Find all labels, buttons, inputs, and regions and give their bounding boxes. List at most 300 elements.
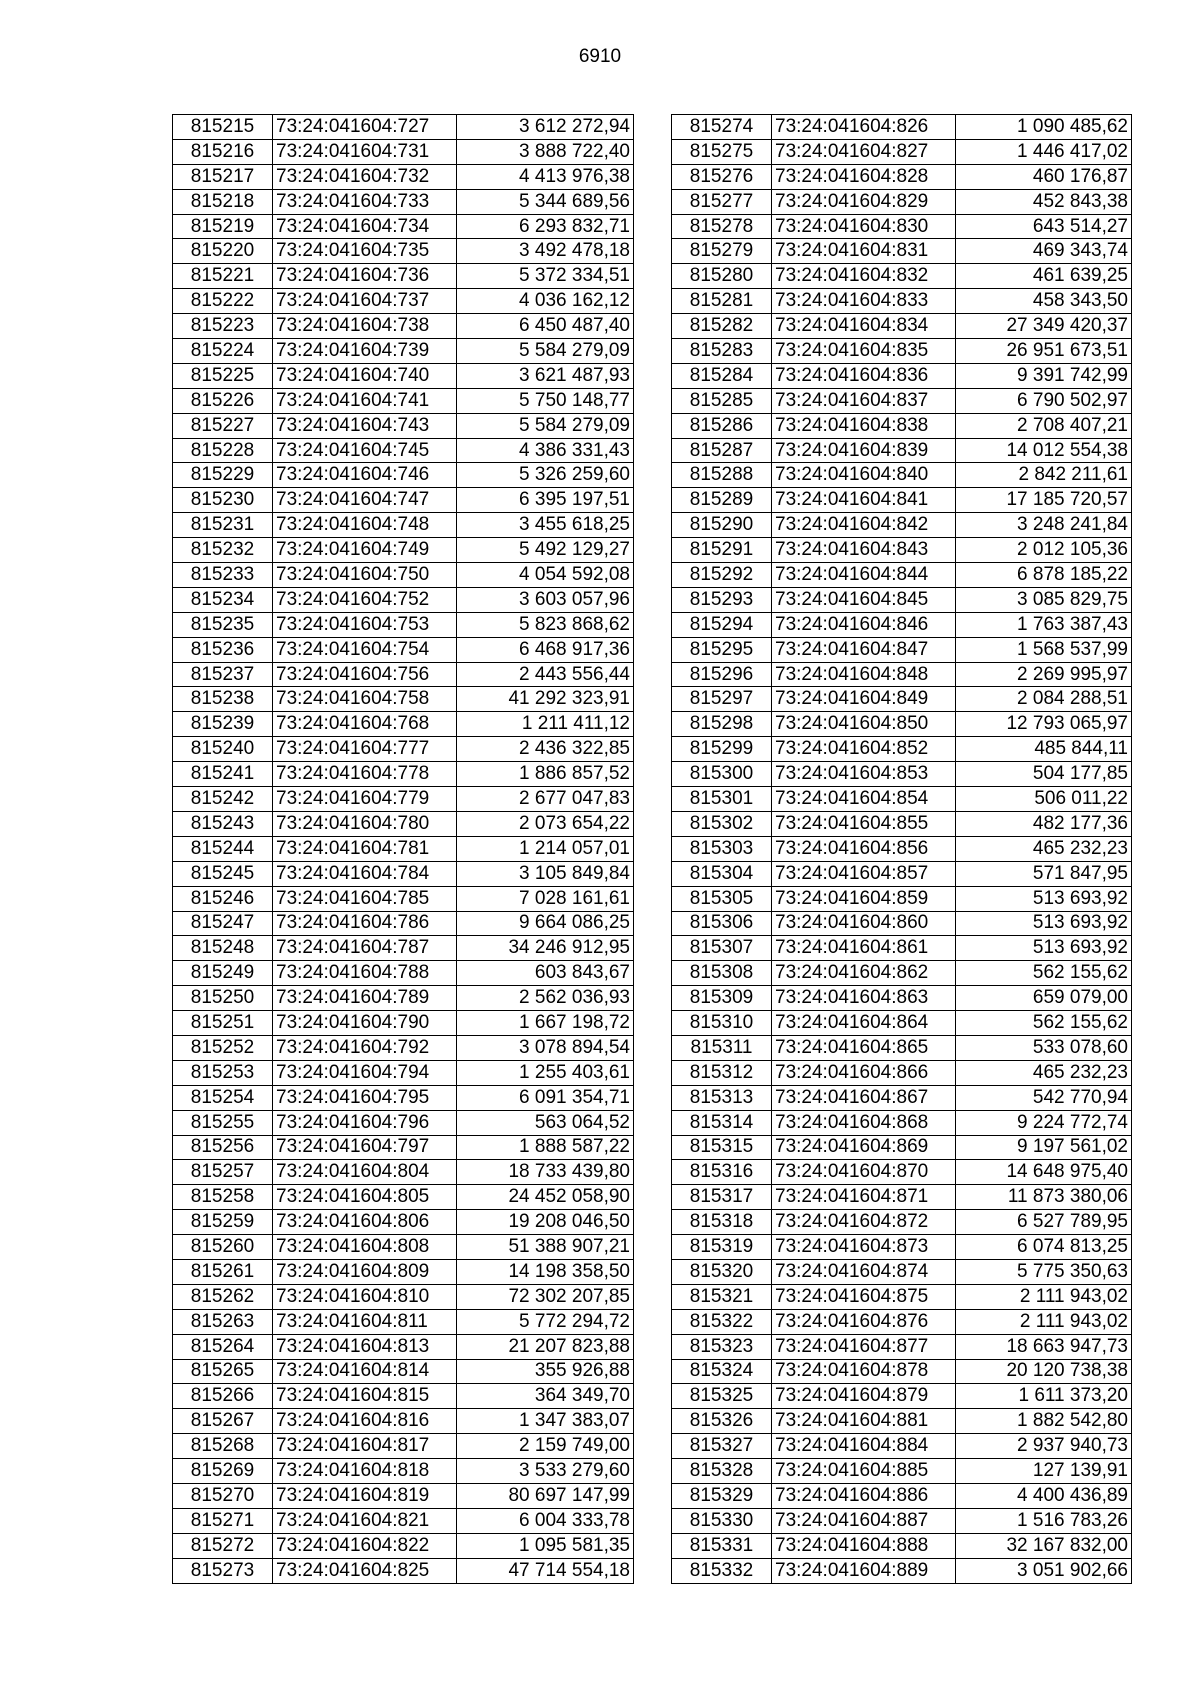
cadastral-number-cell: 73:24:041604:815 [273, 1384, 457, 1409]
table-row [173, 1210, 634, 1235]
table-row [173, 314, 634, 339]
cadastral-number-cell: 73:24:041604:811 [273, 1309, 457, 1334]
row-number-cell: 815317 [672, 1185, 772, 1210]
row-number-cell: 815288 [672, 463, 772, 488]
row-number-cell: 815245 [173, 861, 273, 886]
cadastral-number-cell: 73:24:041604:889 [772, 1558, 956, 1583]
value-cell: 2 012 105,36 [956, 538, 1132, 563]
row-number-cell: 815249 [173, 961, 273, 986]
cadastral-number-cell: 73:24:041604:779 [273, 787, 457, 812]
cadastral-number-cell: 73:24:041604:816 [273, 1409, 457, 1434]
table-row [173, 1085, 634, 1110]
cadastral-table-left [172, 114, 634, 1584]
cadastral-number-cell: 73:24:041604:752 [273, 587, 457, 612]
table-row [173, 861, 634, 886]
cadastral-number-cell: 73:24:041604:854 [772, 787, 956, 812]
row-number-cell: 815296 [672, 662, 772, 687]
cadastral-number-cell: 73:24:041604:831 [772, 239, 956, 264]
value-cell: 6 091 354,71 [457, 1085, 634, 1110]
cadastral-number-cell: 73:24:041604:852 [772, 737, 956, 762]
cadastral-number-cell: 73:24:041604:743 [273, 413, 457, 438]
value-cell: 1 886 857,52 [457, 762, 634, 787]
value-cell: 11 873 380,06 [956, 1185, 1132, 1210]
table-row [672, 737, 1132, 762]
value-cell: 4 036 162,12 [457, 289, 634, 314]
value-cell: 7 028 161,61 [457, 886, 634, 911]
value-cell: 3 051 902,66 [956, 1558, 1132, 1583]
row-number-cell: 815259 [173, 1210, 273, 1235]
table-row [173, 1434, 634, 1459]
cadastral-number-cell: 73:24:041604:862 [772, 961, 956, 986]
row-number-cell: 815319 [672, 1235, 772, 1260]
table-row [672, 1533, 1132, 1558]
table-row [173, 787, 634, 812]
cadastral-number-cell: 73:24:041604:834 [772, 314, 956, 339]
table-row [173, 612, 634, 637]
cadastral-number-cell: 73:24:041604:833 [772, 289, 956, 314]
table-row [173, 413, 634, 438]
value-cell: 1 255 403,61 [457, 1060, 634, 1085]
table-row [672, 1459, 1132, 1484]
cadastral-number-cell: 73:24:041604:832 [772, 264, 956, 289]
row-number-cell: 815326 [672, 1409, 772, 1434]
row-number-cell: 815251 [173, 1011, 273, 1036]
value-cell: 5 750 148,77 [457, 388, 634, 413]
row-number-cell: 815294 [672, 612, 772, 637]
cadastral-number-cell: 73:24:041604:778 [273, 762, 457, 787]
table-row [173, 139, 634, 164]
row-number-cell: 815269 [173, 1459, 273, 1484]
row-number-cell: 815237 [173, 662, 273, 687]
cadastral-number-cell: 73:24:041604:787 [273, 936, 457, 961]
cadastral-number-cell: 73:24:041604:737 [273, 289, 457, 314]
table-row [173, 1359, 634, 1384]
row-number-cell: 815283 [672, 339, 772, 364]
cadastral-number-cell: 73:24:041604:828 [772, 164, 956, 189]
table-row [173, 762, 634, 787]
table-row [173, 463, 634, 488]
table-row [672, 1558, 1132, 1583]
cadastral-number-cell: 73:24:041604:758 [273, 687, 457, 712]
value-cell: 26 951 673,51 [956, 339, 1132, 364]
value-cell: 460 176,87 [956, 164, 1132, 189]
row-number-cell: 815315 [672, 1135, 772, 1160]
value-cell: 458 343,50 [956, 289, 1132, 314]
cadastral-number-cell: 73:24:041604:871 [772, 1185, 956, 1210]
cadastral-number-cell: 73:24:041604:856 [772, 836, 956, 861]
value-cell: 6 450 487,40 [457, 314, 634, 339]
value-cell: 506 011,22 [956, 787, 1132, 812]
cadastral-number-cell: 73:24:041604:835 [772, 339, 956, 364]
value-cell: 465 232,23 [956, 836, 1132, 861]
cadastral-number-cell: 73:24:041604:857 [772, 861, 956, 886]
cadastral-number-cell: 73:24:041604:756 [273, 662, 457, 687]
row-number-cell: 815299 [672, 737, 772, 762]
row-number-cell: 815287 [672, 438, 772, 463]
table-row [672, 1185, 1132, 1210]
value-cell: 9 391 742,99 [956, 363, 1132, 388]
value-cell: 5 372 334,51 [457, 264, 634, 289]
cadastral-number-cell: 73:24:041604:848 [772, 662, 956, 687]
table-row [173, 836, 634, 861]
value-cell: 2 708 407,21 [956, 413, 1132, 438]
row-number-cell: 815261 [173, 1259, 273, 1284]
value-cell: 14 648 975,40 [956, 1160, 1132, 1185]
table-row [173, 1235, 634, 1260]
value-cell: 21 207 823,88 [457, 1334, 634, 1359]
cadastral-number-cell: 73:24:041604:870 [772, 1160, 956, 1185]
row-number-cell: 815327 [672, 1434, 772, 1459]
table-row [672, 463, 1132, 488]
table-row [672, 1434, 1132, 1459]
value-cell: 5 823 868,62 [457, 612, 634, 637]
cadastral-number-cell: 73:24:041604:796 [273, 1110, 457, 1135]
cadastral-number-cell: 73:24:041604:888 [772, 1533, 956, 1558]
row-number-cell: 815310 [672, 1011, 772, 1036]
row-number-cell: 815302 [672, 811, 772, 836]
table-row [672, 339, 1132, 364]
value-cell: 9 197 561,02 [956, 1135, 1132, 1160]
table-row [173, 1384, 634, 1409]
row-number-cell: 815328 [672, 1459, 772, 1484]
value-cell: 18 663 947,73 [956, 1334, 1132, 1359]
table-row [672, 936, 1132, 961]
value-cell: 1 211 411,12 [457, 712, 634, 737]
row-number-cell: 815226 [173, 388, 273, 413]
cadastral-number-cell: 73:24:041604:873 [772, 1235, 956, 1260]
table-row [672, 1235, 1132, 1260]
cadastral-number-cell: 73:24:041604:814 [273, 1359, 457, 1384]
value-cell: 3 492 478,18 [457, 239, 634, 264]
table-row [672, 538, 1132, 563]
cadastral-number-cell: 73:24:041604:739 [273, 339, 457, 364]
value-cell: 2 111 943,02 [956, 1309, 1132, 1334]
cadastral-number-cell: 73:24:041604:754 [273, 637, 457, 662]
value-cell: 603 843,67 [457, 961, 634, 986]
cadastral-number-cell: 73:24:041604:732 [273, 164, 457, 189]
row-number-cell: 815217 [173, 164, 273, 189]
table-row [672, 886, 1132, 911]
cadastral-number-cell: 73:24:041604:792 [273, 1035, 457, 1060]
table-row [672, 513, 1132, 538]
value-cell: 3 085 829,75 [956, 587, 1132, 612]
table-row [173, 1110, 634, 1135]
table-row [173, 986, 634, 1011]
cadastral-number-cell: 73:24:041604:876 [772, 1309, 956, 1334]
table-row [672, 986, 1132, 1011]
cadastral-number-cell: 73:24:041604:809 [273, 1259, 457, 1284]
value-cell: 5 584 279,09 [457, 413, 634, 438]
value-cell: 1 347 383,07 [457, 1409, 634, 1434]
cadastral-number-cell: 73:24:041604:788 [273, 961, 457, 986]
table-row [672, 1110, 1132, 1135]
table-row [672, 1160, 1132, 1185]
table-row [173, 115, 634, 140]
row-number-cell: 815231 [173, 513, 273, 538]
cadastral-number-cell: 73:24:041604:808 [273, 1235, 457, 1260]
row-number-cell: 815215 [173, 115, 273, 140]
table-row [672, 1011, 1132, 1036]
cadastral-number-cell: 73:24:041604:867 [772, 1085, 956, 1110]
table-row [173, 1259, 634, 1284]
cadastral-number-cell: 73:24:041604:735 [273, 239, 457, 264]
row-number-cell: 815225 [173, 363, 273, 388]
value-cell: 461 639,25 [956, 264, 1132, 289]
value-cell: 6 527 789,95 [956, 1210, 1132, 1235]
row-number-cell: 815290 [672, 513, 772, 538]
cadastral-number-cell: 73:24:041604:884 [772, 1434, 956, 1459]
row-number-cell: 815250 [173, 986, 273, 1011]
cadastral-number-cell: 73:24:041604:878 [772, 1359, 956, 1384]
cadastral-number-cell: 73:24:041604:731 [273, 139, 457, 164]
cadastral-number-cell: 73:24:041604:837 [772, 388, 956, 413]
table-row [173, 662, 634, 687]
table-row [173, 911, 634, 936]
row-number-cell: 815276 [672, 164, 772, 189]
table-row [173, 538, 634, 563]
cadastral-number-cell: 73:24:041604:881 [772, 1409, 956, 1434]
value-cell: 5 775 350,63 [956, 1259, 1132, 1284]
table-row [173, 1135, 634, 1160]
cadastral-number-cell: 73:24:041604:875 [772, 1284, 956, 1309]
cadastral-number-cell: 73:24:041604:741 [273, 388, 457, 413]
row-number-cell: 815313 [672, 1085, 772, 1110]
row-number-cell: 815272 [173, 1533, 273, 1558]
value-cell: 2 677 047,83 [457, 787, 634, 812]
value-cell: 14 198 358,50 [457, 1259, 634, 1284]
row-number-cell: 815295 [672, 637, 772, 662]
value-cell: 20 120 738,38 [956, 1359, 1132, 1384]
table-row [173, 1011, 634, 1036]
cadastral-number-cell: 73:24:041604:850 [772, 712, 956, 737]
cadastral-number-cell: 73:24:041604:750 [273, 563, 457, 588]
value-cell: 1 611 373,20 [956, 1384, 1132, 1409]
value-cell: 51 388 907,21 [457, 1235, 634, 1260]
row-number-cell: 815300 [672, 762, 772, 787]
value-cell: 452 843,38 [956, 189, 1132, 214]
row-number-cell: 815242 [173, 787, 273, 812]
table-row [173, 936, 634, 961]
value-cell: 6 293 832,71 [457, 214, 634, 239]
table-row [672, 139, 1132, 164]
cadastral-number-cell: 73:24:041604:846 [772, 612, 956, 637]
row-number-cell: 815274 [672, 115, 772, 140]
table-row [173, 687, 634, 712]
row-number-cell: 815228 [173, 438, 273, 463]
value-cell: 504 177,85 [956, 762, 1132, 787]
value-cell: 47 714 554,18 [457, 1558, 634, 1583]
table-row [672, 1483, 1132, 1508]
row-number-cell: 815278 [672, 214, 772, 239]
table-row [672, 1409, 1132, 1434]
table-row [672, 1508, 1132, 1533]
value-cell: 2 937 940,73 [956, 1434, 1132, 1459]
row-number-cell: 815233 [173, 563, 273, 588]
row-number-cell: 815224 [173, 339, 273, 364]
table-row [173, 264, 634, 289]
table-row [173, 1284, 634, 1309]
value-cell: 3 888 722,40 [457, 139, 634, 164]
cadastral-number-cell: 73:24:041604:855 [772, 811, 956, 836]
row-number-cell: 815289 [672, 488, 772, 513]
cadastral-number-cell: 73:24:041604:733 [273, 189, 457, 214]
value-cell: 5 326 259,60 [457, 463, 634, 488]
value-cell: 2 436 322,85 [457, 737, 634, 762]
table-row [173, 1508, 634, 1533]
value-cell: 513 693,92 [956, 936, 1132, 961]
row-number-cell: 815305 [672, 886, 772, 911]
cadastral-number-cell: 73:24:041604:827 [772, 139, 956, 164]
row-number-cell: 815285 [672, 388, 772, 413]
row-number-cell: 815232 [173, 538, 273, 563]
row-number-cell: 815304 [672, 861, 772, 886]
table-row [173, 388, 634, 413]
value-cell: 6 004 333,78 [457, 1508, 634, 1533]
cadastral-number-cell: 73:24:041604:845 [772, 587, 956, 612]
table-row [672, 363, 1132, 388]
row-number-cell: 815277 [672, 189, 772, 214]
cadastral-number-cell: 73:24:041604:813 [273, 1334, 457, 1359]
table-row [173, 1533, 634, 1558]
row-number-cell: 815241 [173, 762, 273, 787]
table-row [173, 637, 634, 662]
cadastral-number-cell: 73:24:041604:838 [772, 413, 956, 438]
value-cell: 3 078 894,54 [457, 1035, 634, 1060]
table-row [672, 861, 1132, 886]
table-row [173, 886, 634, 911]
cadastral-number-cell: 73:24:041604:748 [273, 513, 457, 538]
value-cell: 1 095 581,35 [457, 1533, 634, 1558]
row-number-cell: 815265 [173, 1359, 273, 1384]
row-number-cell: 815266 [173, 1384, 273, 1409]
row-number-cell: 815219 [173, 214, 273, 239]
row-number-cell: 815227 [173, 413, 273, 438]
cadastral-number-cell: 73:24:041604:753 [273, 612, 457, 637]
cadastral-number-cell: 73:24:041604:805 [273, 1185, 457, 1210]
row-number-cell: 815271 [173, 1508, 273, 1533]
value-cell: 659 079,00 [956, 986, 1132, 1011]
row-number-cell: 815218 [173, 189, 273, 214]
table-row [672, 289, 1132, 314]
page-number: 6910 [578, 46, 622, 67]
table-row [672, 314, 1132, 339]
table-row [672, 1210, 1132, 1235]
row-number-cell: 815263 [173, 1309, 273, 1334]
cadastral-number-cell: 73:24:041604:789 [273, 986, 457, 1011]
row-number-cell: 815306 [672, 911, 772, 936]
row-number-cell: 815330 [672, 1508, 772, 1533]
value-cell: 1 882 542,80 [956, 1409, 1132, 1434]
table-row [672, 1135, 1132, 1160]
cadastral-number-cell: 73:24:041604:804 [273, 1160, 457, 1185]
value-cell: 563 064,52 [457, 1110, 634, 1135]
table-row [672, 264, 1132, 289]
table-row [672, 787, 1132, 812]
row-number-cell: 815303 [672, 836, 772, 861]
table-row [173, 239, 634, 264]
cadastral-number-cell: 73:24:041604:780 [273, 811, 457, 836]
value-cell: 2 269 995,97 [956, 662, 1132, 687]
row-number-cell: 815314 [672, 1110, 772, 1135]
cadastral-number-cell: 73:24:041604:746 [273, 463, 457, 488]
table-row [672, 836, 1132, 861]
table-row [173, 1483, 634, 1508]
value-cell: 485 844,11 [956, 737, 1132, 762]
value-cell: 127 139,91 [956, 1459, 1132, 1484]
cadastral-number-cell: 73:24:041604:887 [772, 1508, 956, 1533]
value-cell: 482 177,36 [956, 811, 1132, 836]
row-number-cell: 815254 [173, 1085, 273, 1110]
cadastral-number-cell: 73:24:041604:886 [772, 1483, 956, 1508]
value-cell: 465 232,23 [956, 1060, 1132, 1085]
value-cell: 4 386 331,43 [457, 438, 634, 463]
table-row [672, 961, 1132, 986]
cadastral-number-cell: 73:24:041604:885 [772, 1459, 956, 1484]
value-cell: 2 073 654,22 [457, 811, 634, 836]
value-cell: 72 302 207,85 [457, 1284, 634, 1309]
value-cell: 6 878 185,22 [956, 563, 1132, 588]
value-cell: 4 400 436,89 [956, 1483, 1132, 1508]
table-row [173, 712, 634, 737]
table-row [672, 1384, 1132, 1409]
cadastral-number-cell: 73:24:041604:749 [273, 538, 457, 563]
cadastral-number-cell: 73:24:041604:781 [273, 836, 457, 861]
row-number-cell: 815323 [672, 1334, 772, 1359]
cadastral-number-cell: 73:24:041604:806 [273, 1210, 457, 1235]
row-number-cell: 815275 [672, 139, 772, 164]
row-number-cell: 815320 [672, 1259, 772, 1284]
value-cell: 3 603 057,96 [457, 587, 634, 612]
table-row [173, 1459, 634, 1484]
cadastral-number-cell: 73:24:041604:877 [772, 1334, 956, 1359]
table-row [672, 762, 1132, 787]
row-number-cell: 815240 [173, 737, 273, 762]
table-row [173, 1160, 634, 1185]
cadastral-number-cell: 73:24:041604:818 [273, 1459, 457, 1484]
cadastral-number-cell: 73:24:041604:822 [273, 1533, 457, 1558]
cadastral-number-cell: 73:24:041604:863 [772, 986, 956, 1011]
cadastral-number-cell: 73:24:041604:868 [772, 1110, 956, 1135]
row-number-cell: 815293 [672, 587, 772, 612]
table-row [672, 911, 1132, 936]
table-row [173, 289, 634, 314]
cadastral-number-cell: 73:24:041604:849 [772, 687, 956, 712]
row-number-cell: 815256 [173, 1135, 273, 1160]
table-row [672, 687, 1132, 712]
row-number-cell: 815239 [173, 712, 273, 737]
table-row [173, 1334, 634, 1359]
row-number-cell: 815264 [173, 1334, 273, 1359]
value-cell: 643 514,27 [956, 214, 1132, 239]
row-number-cell: 815257 [173, 1160, 273, 1185]
value-cell: 6 790 502,97 [956, 388, 1132, 413]
table-row [173, 488, 634, 513]
row-number-cell: 815291 [672, 538, 772, 563]
cadastral-number-cell: 73:24:041604:861 [772, 936, 956, 961]
row-number-cell: 815324 [672, 1359, 772, 1384]
row-number-cell: 815280 [672, 264, 772, 289]
table-row [672, 612, 1132, 637]
row-number-cell: 815222 [173, 289, 273, 314]
value-cell: 2 562 036,93 [457, 986, 634, 1011]
cadastral-table-right [671, 114, 1132, 1584]
value-cell: 3 248 241,84 [956, 513, 1132, 538]
table-row [672, 587, 1132, 612]
table-row [672, 712, 1132, 737]
table-row [173, 587, 634, 612]
cadastral-number-cell: 73:24:041604:836 [772, 363, 956, 388]
row-number-cell: 815252 [173, 1035, 273, 1060]
